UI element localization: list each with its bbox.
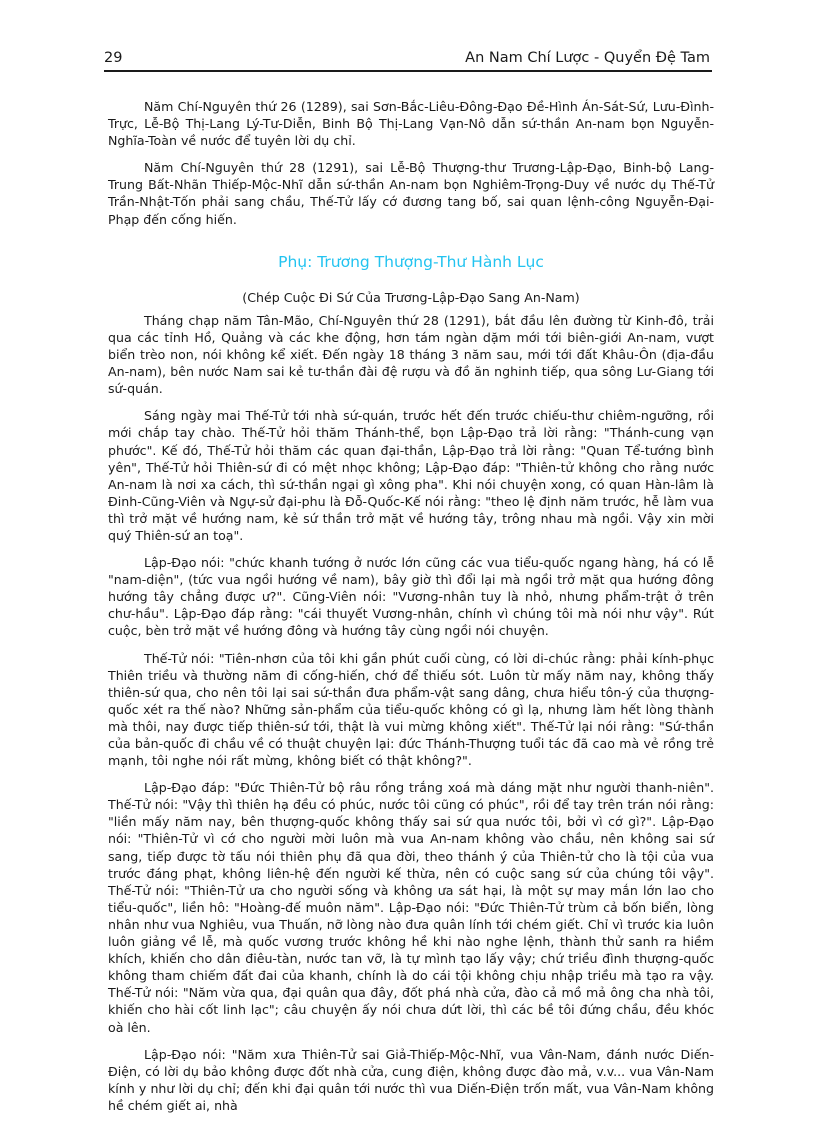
section-title: Phụ: Trương Thượng-Thư Hành Lục [278,252,544,271]
document-body [108,98,714,1124]
page-header [104,48,712,72]
paragraph: Sáng ngày mai Thế-Tử tới nhà sứ-quán, trước hết đến trước chiếu-thư chiêm-ngưỡng, rồi mới chắp tay chào. Thế-Tử hỏi thăm Thánh-thể, bọn Lập-Đạo trả lời rằng: "Thánh-cung vạn phước". Kế đó, Thế-Tử hỏi thăm các quan đại-thần, Lập-Đạo trả lời rằng: "Quan Tể-tướng bình yên", Thế-Tử hỏi Thiên-sứ đi có mệt nhọc không; Lập-Đạo đáp: "Thiên-tử không cho rằng nước An-nam là nơi xa cách, thì sứ-thần ngại gì xông pha". Khi nói chuyện xong, có quan Hàn-lâm là Đinh-Cũng-Viên và Ngự-sử đại-phu là Đỗ-Quốc-Kế nói rằng: "theo lệ định năm trước, hễ làm vua thì trở mặt về hướng nam, kẻ sứ thần trở mặt về hướng tây, trông nhau mà ngồi. Vậy xin mời quý Thiên-sứ an toạ". [108,408,714,543]
section-subtitle: (Chép Cuộc Đi Sứ Của Trương-Lập-Đạo Sang An-Nam) [242,289,580,305]
paragraph: Lập-Đạo nói: "chức khanh tướng ở nước lớn cũng các vua tiểu-quốc ngang hàng, há có lễ "nam-diện", (tức vua ngồi hướng về nam), bây giờ thì đổi lại mà ngồi trở mặt qua hướng đông hướng tây chẳng được ư?". Cũng-Viên nói: "Vương-nhân tuy là nhỏ, nhưng phẩm-trật ở trên chư-hầu". Lập-Đạo đáp rằng: "cái thuyết Vương-nhân, chính vì chúng tôi mà nói như vậy". Rút cuộc, bèn trở mặt về hướng đông và hướng tây cùng ngồi nói chuyện. [108,555,714,639]
paragraph: Thế-Tử nói: "Tiên-nhơn của tôi khi gần phút cuối cùng, có lời di-chúc rằng: phải kính-phục Thiên triều và thường năm đi cống-hiến, chớ để thiếu sót. Luôn từ mấy năm nay, không thấy thiên-sứ qua, cho nên tôi lại sai sứ-thần đưa phẩm-vật sang dâng, chưa hiểu tôn-ý của thượng-quốc xét ra thế nào? Những sản-phẩm của tiểu-quốc không có gì lạ, nhưng làm hết lòng thành mà thôi, nay được tiếp thiên-sứ tới, thật là vui mừng không xiết". Thế-Tử lại nói rằng: "Sứ-thần của bản-quốc đi chầu về có thuật chuyện lại: đức Thánh-Thượng tuổi tác đã cao mà vẻ rồng trẻ mạnh, tôi nghe nói rất mừng, không biết có thật không?". [108,650,714,769]
paragraph: Năm Chí-Nguyên thứ 28 (1291), sai Lễ-Bộ Thượng-thư Trương-Lập-Đạo, Binh-bộ Lang-Trung Bất-Nhãn Thiếp-Mộc-Nhĩ dẫn sứ-thần An-nam bọn Nghiêm-Trọng-Duy về nước dụ Thế-Tử Trần-Nhật-Tốn phải sang chầu, Thế-Tử lấy cớ đương tang bố, sai quan lệnh-công Nguyễn-Đại-Phạp đến cống hiến. [108,160,714,227]
page-number: 29 [104,50,123,66]
paragraph: Lập-Đạo đáp: "Đức Thiên-Tử bộ râu rồng trắng xoá mà dáng mặt như người thanh-niên". Thế-Tử nói: "Vậy thì thiên hạ đều có phúc, nước tôi cũng có phúc", rồi để tay trên trán nói rằng: "liền mấy năm nay, bên thượng-quốc không thấy sai sứ qua nước tôi, bởi vì cớ gì?". Lập-Đạo nói: "Thiên-Tử vì cớ cho người mời luôn mà vua An-nam không vào chầu, nên không sai sứ sang, tiếp được tờ tấu nói thiên phụ đã qua đời, theo thánh ý của Thiên-tử cho là tội của vua trước đáng phạt, không liên-hệ đến người kế thừa, nên có cuộc sang sứ của chúng tôi vậy". Thế-Tử nói: "Thiên-Tử ưa cho người sống và không ưa sát hại, là một sự may mắn lớn lao cho tiểu-quốc", liền hô: "Hoàng-đế muôn năm". Lập-Đạo nói: "Đức Thiên-Tử trùm cả bốn biển, lòng nhân như vua Nghiêu, vua Thuấn, nỡ lòng nào đưa quân lính tới chém giết. Chỉ vì trước kia luôn luôn giảng về lễ, mà quốc vương trước không hề khi nào nghe lệnh, thành thử sanh ra hiềm khích, khiến cho dân điêu-tàn, nước tan vỡ, là tự mình tạo lấy vậy; chứ triều đình thượng-quốc không tham chiếm đất đai của khanh, chính là do cái tội không chịu nhập triều mà tạo ra vậy. Thế-Tử nói: "Năm vừa qua, đại quân qua đây, đốt phá nhà cửa, đào cả mồ mả ông cha nhà tôi, khiến cho hài cốt linh lạc"; câu chuyện ấy nói chưa dứt lời, thì các bề tôi đứng chầu, đều khóc oà lên. [108,780,714,1035]
paragraph: Tháng chạp năm Tân-Mão, Chí-Nguyên thứ 28 (1291), bắt đầu lên đường từ Kinh-đô, trải qua các tỉnh Hồ, Quảng và các khe động, hơn tám ngàn dặm mới tới biên-giới An-nam, vượt biển trèo non, nói không kể xiết. Đến ngày 18 tháng 3 năm sau, mới tới đất Khâu-Ôn (địa-đầu An-nam), bên nước Nam sai kẻ tư-thần đài đệ rượu và đồ ăn nghinh tiếp, qua sông Lư-Giang tới sứ-quán. [108,312,714,397]
paragraph: Lập-Đạo nói: "Năm xưa Thiên-Tử sai Giả-Thiếp-Mộc-Nhĩ, vua Vân-Nam, đánh nước Diến-Điện, có lời dụ bảo không được đốt nhà cửa, cung điện, không được đào mả, v.v... vua Vân-Nam kính y như lời dụ chỉ; đến khi đại quân tới nước thì vua Diến-Điện trốn mất, vua Vân-Nam không hề chém giết ai, nhà [108,1046,714,1113]
running-title: An Nam Chí Lược - Quyển Đệ Tam [465,50,710,66]
paragraph: Năm Chí-Nguyên thứ 26 (1289), sai Sơn-Bắc-Liêu-Đông-Đạo Đề-Hình Án-Sát-Sứ, Lưu-Đình-Trực, Lễ-Bộ Thị-Lang Lý-Tư-Diễn, Binh Bộ Thị-Lang Vạn-Nô dẫn sứ-thần An-nam bọn Nguyễn-Nghĩa-Toàn về nước để tuyên lời dụ chỉ. [108,99,714,149]
